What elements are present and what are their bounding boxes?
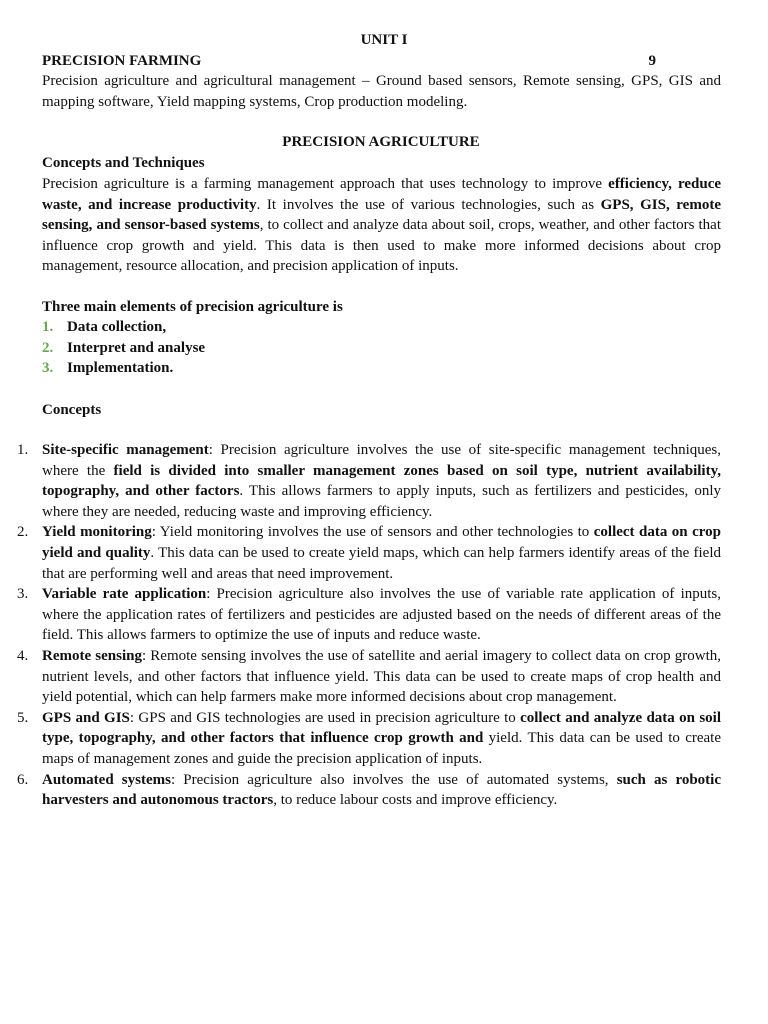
intro-run-bold: GPS, GIS, remote sensing, and sensor-based systems [42, 196, 721, 234]
concept-item [0, 646, 721, 708]
concept-run-text: yield. This data can be used to create maps of management zones and guide the precision application of inputs. [42, 730, 721, 767]
section-title: PRECISION AGRICULTURE [282, 134, 480, 150]
syllabus-text: Precision agriculture and agricultural management – Ground based sensors, Remote sensing, GPS, GIS and mapping software, Yield mapping systems, Crop production modeling. [42, 73, 721, 110]
concept-run-text: : Precision agriculture involves the use of site-specific management techniques, where the [42, 442, 721, 479]
list-item [42, 317, 642, 338]
page-number: 9 [648, 53, 656, 69]
concept-number: 5. [17, 709, 29, 726]
list-label: Implementation. [67, 360, 174, 377]
list-item [42, 338, 642, 359]
concept-run-bold: Yield monitoring [42, 524, 152, 541]
concept-item [0, 584, 721, 646]
concept-item [0, 770, 721, 811]
intro-run-text: Precision agriculture is a farming management approach that uses technology to improve [42, 176, 609, 192]
list-number: 3. [42, 360, 54, 377]
concept-run-text: : Yield monitoring involves the use of sensors and other technologies to [151, 524, 594, 541]
concept-run-text: : Remote sensing involves the use of satellite and aerial imagery to collect data on crop growth, nutrient levels, and other factors that influence yield. This data can be used to create maps of crop health and yield potential, which can help farmers make more informed decisions about crop management. [42, 647, 721, 706]
elements-list [42, 317, 642, 379]
concept-run-bold: Remote sensing [42, 647, 142, 664]
concept-item [0, 522, 721, 584]
concept-number: 2. [17, 524, 29, 541]
concept-run-text: : Precision agriculture also involves the use of automated systems, [170, 771, 617, 788]
concepts-list [0, 440, 768, 811]
concept-run-bold: Variable rate application [42, 586, 207, 603]
concept-run-bold: such as robotic harvesters and autonomous tractors [42, 771, 721, 809]
intro-paragraph [42, 174, 721, 277]
concepts-techniques-heading: Concepts and Techniques [42, 155, 205, 171]
list-item [42, 358, 642, 379]
concept-run-bold: collect and analyze data on soil type, topography, and other factors that influence crop growth and [42, 709, 721, 747]
list-number: 1. [42, 319, 54, 335]
intro-run-bold: efficiency, reduce waste, and increase productivity [42, 176, 722, 213]
concept-run-bold: collect data on crop yield and quality [42, 524, 721, 561]
list-label: Interpret and analyse [67, 339, 206, 356]
concept-item [0, 708, 721, 770]
concept-number: 3. [17, 586, 29, 603]
concept-item [0, 440, 721, 522]
list-label: Data collection, [67, 319, 167, 335]
concept-run-bold: Site-specific management [42, 442, 209, 458]
concepts-heading: Concepts [42, 402, 102, 418]
concept-run-bold: Automated systems [42, 771, 171, 788]
unit-title: UNIT I [360, 32, 408, 48]
concept-run-text: . This data can be used to create yield maps, which can help farmers identify areas of the field that are performing well and areas that need improvement. [42, 544, 721, 582]
intro-run-text: . It involves the use of various technologies, such as [256, 196, 601, 213]
elements-heading: Three main elements of precision agriculture is [42, 299, 343, 315]
concept-run-text: : GPS and GIS technologies are used in precision agriculture to [129, 709, 521, 726]
intro-text [42, 174, 721, 277]
concept-run-bold: field is divided into smaller management zones based on soil type, nutrient availability, topography, and other factors [42, 462, 721, 500]
concept-number: 1. [17, 442, 29, 458]
concept-run-text: . This allows farmers to apply inputs, such as fertilizers and pesticides, only where they are needed, reducing waste and improving efficiency. [42, 483, 721, 520]
chapter-title-row [42, 51, 656, 72]
intro-run-text: , to collect and analyze data about soil, crops, weather, and other factors that influence crop growth and yield. This data is then used to make more informed decisions about crop management, resource allocation, and precision application of inputs. [42, 217, 722, 275]
concept-run-bold: GPS and GIS [42, 709, 130, 726]
concept-number: 4. [17, 647, 29, 664]
concept-run-text: , to reduce labour costs and improve efficiency. [273, 792, 558, 809]
list-number: 2. [42, 339, 54, 356]
chapter-title: PRECISION FARMING [42, 53, 202, 69]
concept-number: 6. [17, 771, 29, 788]
concept-run-text: : Precision agriculture also involves the use of variable rate application of inputs, where the application rates of fertilizers and pesticides are adjusted based on the needs of different areas of the field. This allows farmers to optimize the use of inputs and reduce waste. [42, 586, 721, 644]
